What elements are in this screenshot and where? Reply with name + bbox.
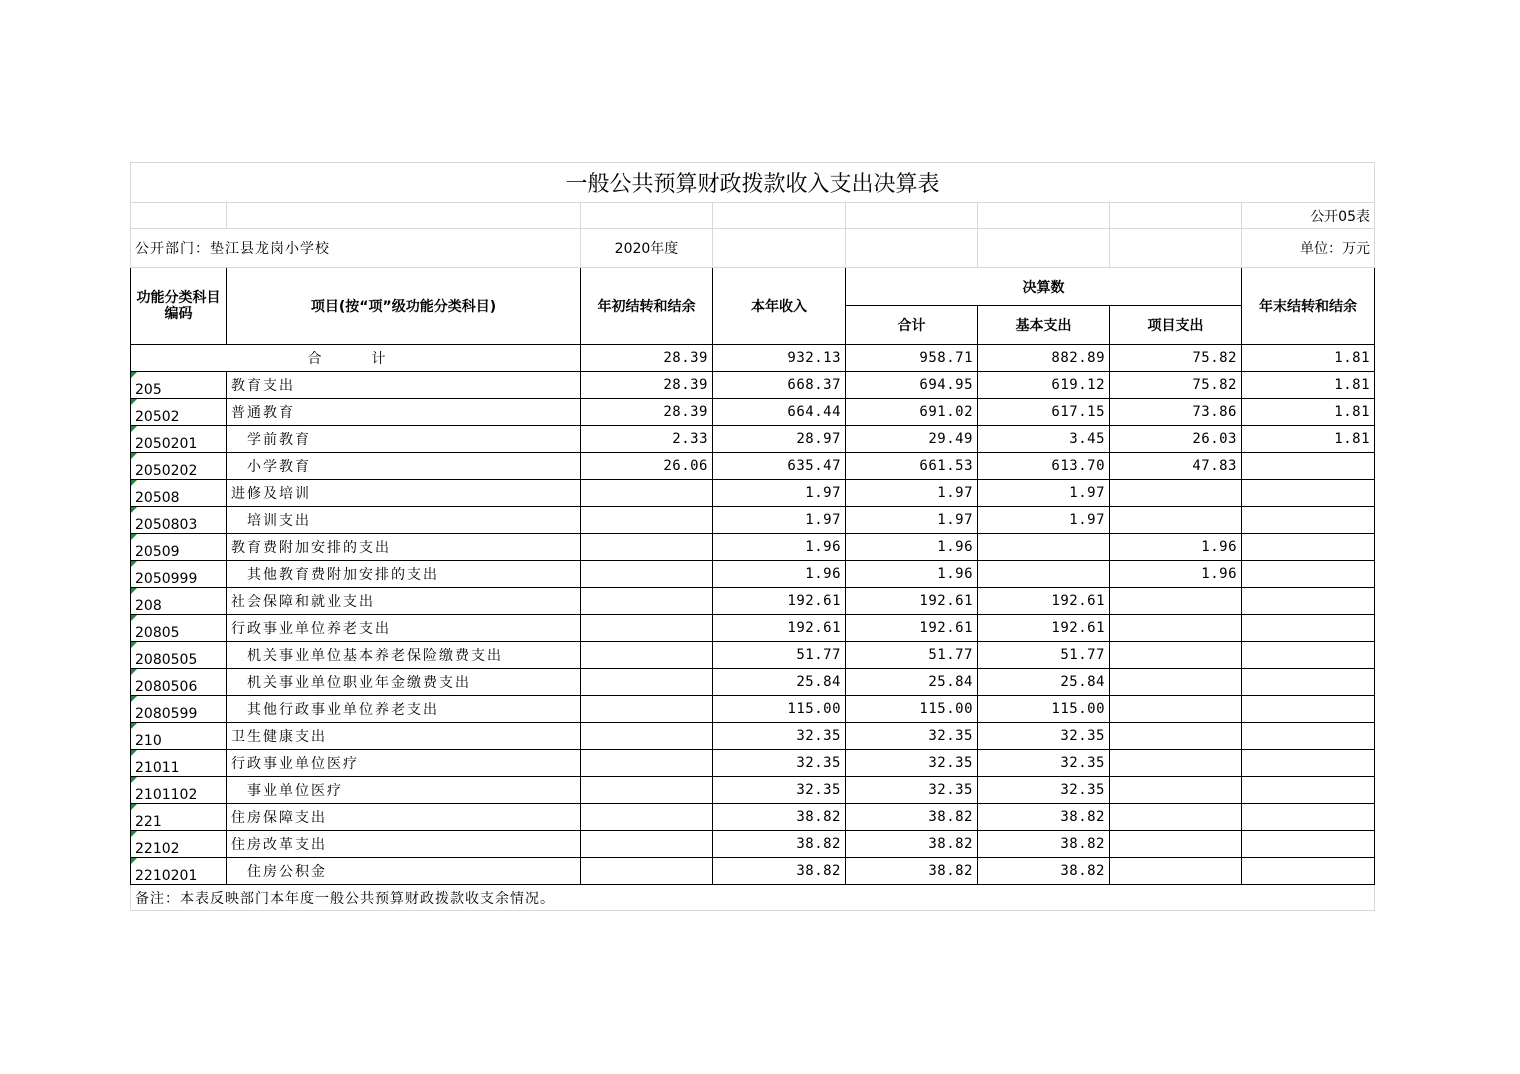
row-project [1110, 831, 1242, 858]
row-end [1242, 723, 1375, 750]
total-total: 958.71 [846, 345, 978, 372]
total-income: 932.13 [713, 345, 846, 372]
row-basic: 192.61 [978, 615, 1110, 642]
row-income: 664.44 [713, 399, 846, 426]
row-basic: 3.45 [978, 426, 1110, 453]
row-total: 51.77 [846, 642, 978, 669]
row-total: 29.49 [846, 426, 978, 453]
form-number: 公开05表 [1242, 203, 1375, 229]
row-end [1242, 588, 1375, 615]
header-end-balance: 年末结转和结余 [1242, 268, 1375, 345]
row-income: 192.61 [713, 615, 846, 642]
table-row [131, 453, 1375, 480]
row-basic [978, 534, 1110, 561]
row-end [1242, 777, 1375, 804]
row-name: 卫生健康支出 [227, 723, 581, 750]
row-code: 20805 [131, 615, 227, 642]
row-begin [581, 480, 713, 507]
row-basic: 617.15 [978, 399, 1110, 426]
row-income: 32.35 [713, 723, 846, 750]
row-project: 47.83 [1110, 453, 1242, 480]
table-row [131, 669, 1375, 696]
row-code: 20508 [131, 480, 227, 507]
table-row [131, 642, 1375, 669]
row-begin [581, 831, 713, 858]
row-code: 2210201 [131, 858, 227, 885]
row-end [1242, 858, 1375, 885]
row-project: 26.03 [1110, 426, 1242, 453]
header-project: 项目支出 [1110, 306, 1242, 345]
row-name: 小学教育 [227, 453, 581, 480]
row-begin: 28.39 [581, 399, 713, 426]
row-basic: 32.35 [978, 777, 1110, 804]
row-project [1110, 588, 1242, 615]
row-code: 2050999 [131, 561, 227, 588]
row-end [1242, 480, 1375, 507]
row-basic: 38.82 [978, 831, 1110, 858]
table-row [131, 399, 1375, 426]
row-total: 661.53 [846, 453, 978, 480]
row-begin [581, 858, 713, 885]
footnote: 备注：本表反映部门本年度一般公共预算财政拨款收支余情况。 [131, 885, 1375, 911]
table-row [131, 750, 1375, 777]
row-total: 38.82 [846, 858, 978, 885]
row-name: 教育费附加安排的支出 [227, 534, 581, 561]
row-code: 205 [131, 372, 227, 399]
row-code: 208 [131, 588, 227, 615]
row-project [1110, 507, 1242, 534]
unit-label: 单位：万元 [1242, 229, 1375, 268]
row-income: 51.77 [713, 642, 846, 669]
row-total: 1.97 [846, 507, 978, 534]
row-total: 192.61 [846, 615, 978, 642]
row-code: 21011 [131, 750, 227, 777]
row-name: 社会保障和就业支出 [227, 588, 581, 615]
total-begin: 28.39 [581, 345, 713, 372]
row-code: 2050202 [131, 453, 227, 480]
row-income: 115.00 [713, 696, 846, 723]
row-basic: 25.84 [978, 669, 1110, 696]
row-code: 221 [131, 804, 227, 831]
row-basic: 613.70 [978, 453, 1110, 480]
row-basic: 38.82 [978, 804, 1110, 831]
row-basic: 32.35 [978, 723, 1110, 750]
row-begin [581, 534, 713, 561]
row-total: 38.82 [846, 804, 978, 831]
row-begin [581, 615, 713, 642]
table-row [131, 615, 1375, 642]
row-name: 普通教育 [227, 399, 581, 426]
row-name: 培训支出 [227, 507, 581, 534]
row-name: 事业单位医疗 [227, 777, 581, 804]
row-end [1242, 804, 1375, 831]
table-row [131, 858, 1375, 885]
row-end [1242, 642, 1375, 669]
row-project [1110, 642, 1242, 669]
row-code: 2080506 [131, 669, 227, 696]
row-project [1110, 750, 1242, 777]
row-code: 210 [131, 723, 227, 750]
row-basic: 32.35 [978, 750, 1110, 777]
row-begin: 26.06 [581, 453, 713, 480]
row-name: 其他教育费附加安排的支出 [227, 561, 581, 588]
row-begin [581, 750, 713, 777]
header-final-group: 决算数 [846, 268, 1242, 306]
row-begin [581, 561, 713, 588]
row-name: 行政事业单位养老支出 [227, 615, 581, 642]
row-end: 1.81 [1242, 372, 1375, 399]
table-row [131, 696, 1375, 723]
row-begin [581, 777, 713, 804]
total-row [131, 345, 1375, 372]
row-begin [581, 507, 713, 534]
row-name: 住房公积金 [227, 858, 581, 885]
row-end [1242, 831, 1375, 858]
row-end [1242, 561, 1375, 588]
row-project: 73.86 [1110, 399, 1242, 426]
row-name: 机关事业单位基本养老保险缴费支出 [227, 642, 581, 669]
row-name: 机关事业单位职业年金缴费支出 [227, 669, 581, 696]
row-total: 1.97 [846, 480, 978, 507]
row-begin [581, 642, 713, 669]
row-basic: 1.97 [978, 507, 1110, 534]
row-project: 1.96 [1110, 534, 1242, 561]
table-row [131, 480, 1375, 507]
total-basic: 882.89 [978, 345, 1110, 372]
row-code: 22102 [131, 831, 227, 858]
table-row [131, 777, 1375, 804]
row-total: 691.02 [846, 399, 978, 426]
row-income: 32.35 [713, 777, 846, 804]
row-code: 20502 [131, 399, 227, 426]
header-basic: 基本支出 [978, 306, 1110, 345]
header-item: 项目(按“项”级功能分类科目) [227, 268, 581, 345]
row-income: 192.61 [713, 588, 846, 615]
table-row [131, 372, 1375, 399]
row-name: 进修及培训 [227, 480, 581, 507]
row-total: 1.96 [846, 561, 978, 588]
row-total: 1.96 [846, 534, 978, 561]
row-income: 28.97 [713, 426, 846, 453]
row-total: 115.00 [846, 696, 978, 723]
row-end [1242, 615, 1375, 642]
table-row [131, 723, 1375, 750]
budget-table [130, 162, 1375, 911]
row-project [1110, 723, 1242, 750]
row-basic: 51.77 [978, 642, 1110, 669]
row-total: 32.35 [846, 777, 978, 804]
row-income: 668.37 [713, 372, 846, 399]
row-end: 1.81 [1242, 399, 1375, 426]
row-income: 25.84 [713, 669, 846, 696]
row-name: 学前教育 [227, 426, 581, 453]
row-code: 2050201 [131, 426, 227, 453]
row-name: 住房改革支出 [227, 831, 581, 858]
table-row [131, 426, 1375, 453]
row-name: 教育支出 [227, 372, 581, 399]
row-name: 住房保障支出 [227, 804, 581, 831]
row-code: 20509 [131, 534, 227, 561]
row-total: 38.82 [846, 831, 978, 858]
row-end [1242, 453, 1375, 480]
row-project [1110, 804, 1242, 831]
table-row [131, 588, 1375, 615]
row-basic [978, 561, 1110, 588]
row-total: 694.95 [846, 372, 978, 399]
row-project [1110, 480, 1242, 507]
fiscal-year: 2020年度 [581, 229, 713, 268]
row-income: 635.47 [713, 453, 846, 480]
total-end: 1.81 [1242, 345, 1375, 372]
row-total: 32.35 [846, 723, 978, 750]
header-total: 合计 [846, 306, 978, 345]
row-end [1242, 696, 1375, 723]
row-end [1242, 750, 1375, 777]
row-basic: 115.00 [978, 696, 1110, 723]
row-basic: 619.12 [978, 372, 1110, 399]
table-row [131, 507, 1375, 534]
row-total: 192.61 [846, 588, 978, 615]
row-end [1242, 534, 1375, 561]
row-income: 38.82 [713, 831, 846, 858]
row-total: 25.84 [846, 669, 978, 696]
row-begin [581, 696, 713, 723]
row-project [1110, 858, 1242, 885]
row-income: 1.97 [713, 507, 846, 534]
row-code: 2050803 [131, 507, 227, 534]
row-begin: 2.33 [581, 426, 713, 453]
row-income: 32.35 [713, 750, 846, 777]
row-name: 行政事业单位医疗 [227, 750, 581, 777]
row-end [1242, 507, 1375, 534]
table-row [131, 831, 1375, 858]
row-project: 75.82 [1110, 372, 1242, 399]
total-project: 75.82 [1110, 345, 1242, 372]
row-project [1110, 615, 1242, 642]
row-code: 2101102 [131, 777, 227, 804]
row-income: 38.82 [713, 804, 846, 831]
header-code: 功能分类科目编码 [131, 268, 227, 345]
header-begin-balance: 年初结转和结余 [581, 268, 713, 345]
row-income: 1.96 [713, 534, 846, 561]
row-income: 1.96 [713, 561, 846, 588]
row-basic: 192.61 [978, 588, 1110, 615]
row-begin [581, 804, 713, 831]
row-total: 32.35 [846, 750, 978, 777]
row-basic: 38.82 [978, 858, 1110, 885]
row-begin [581, 669, 713, 696]
row-begin [581, 588, 713, 615]
row-project [1110, 696, 1242, 723]
row-code: 2080505 [131, 642, 227, 669]
row-code: 2080599 [131, 696, 227, 723]
table-row [131, 804, 1375, 831]
table-row [131, 534, 1375, 561]
table-row [131, 561, 1375, 588]
row-income: 1.97 [713, 480, 846, 507]
row-end: 1.81 [1242, 426, 1375, 453]
row-project: 1.96 [1110, 561, 1242, 588]
row-begin [581, 723, 713, 750]
row-project [1110, 669, 1242, 696]
row-basic: 1.97 [978, 480, 1110, 507]
page-title: 一般公共预算财政拨款收入支出决算表 [131, 163, 1375, 203]
total-label: 合 计 [131, 345, 581, 372]
row-begin: 28.39 [581, 372, 713, 399]
header-income: 本年收入 [713, 268, 846, 345]
row-income: 38.82 [713, 858, 846, 885]
row-end [1242, 669, 1375, 696]
row-name: 其他行政事业单位养老支出 [227, 696, 581, 723]
department-label: 公开部门：垫江县龙岗小学校 [131, 229, 581, 268]
row-project [1110, 777, 1242, 804]
budget-sheet [130, 162, 1374, 911]
